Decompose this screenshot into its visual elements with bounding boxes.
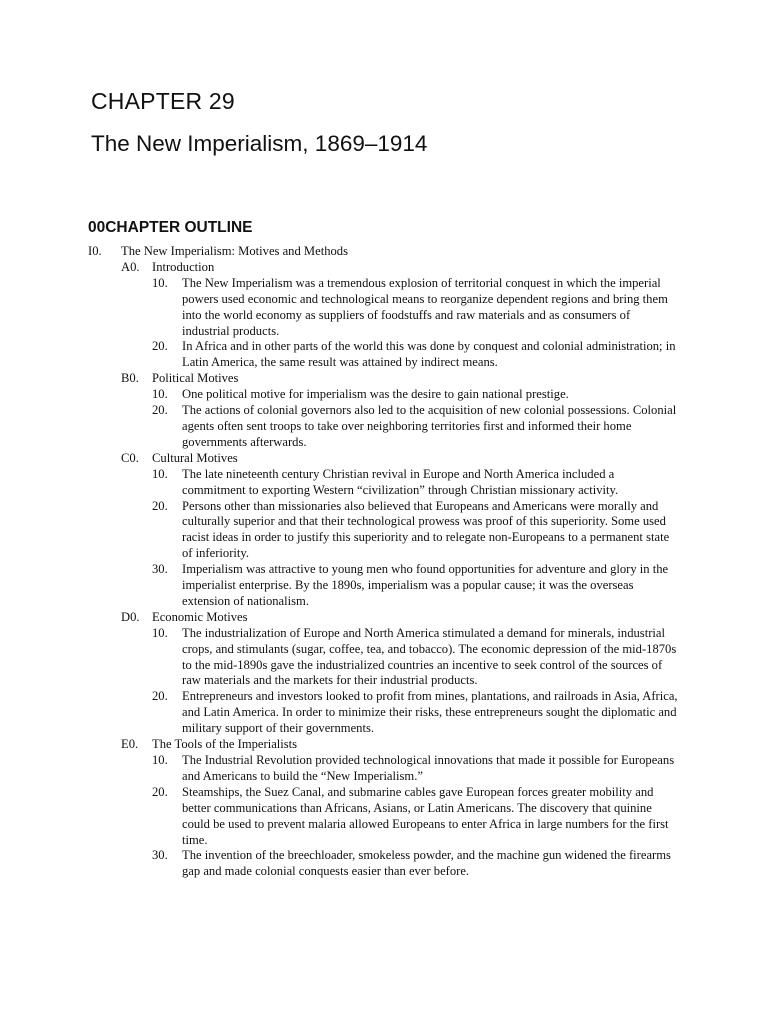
chapter-outline <box>0 244 768 880</box>
item-number: 20. <box>152 339 168 354</box>
subsection-number: A0. <box>121 259 140 274</box>
chapter-number: CHAPTER 29 <box>91 88 235 114</box>
item-number: 10. <box>152 753 168 767</box>
outline-subsection <box>0 737 768 753</box>
subsection-title: Cultural Motives <box>152 450 238 465</box>
subsection-number: B0. <box>121 371 139 386</box>
item-text: In Africa and in other parts of the world this was done by conquest and colonial administration; in Latin America, the same result was attained by indirect means. <box>182 339 676 370</box>
item-text: One political motive for imperialism was the desire to gain national prestige. <box>182 387 569 402</box>
item-text: The New Imperialism was a tremendous explosion of territorial conquest in which the imperial powers used economic and technological means to reorganize dependent regions and bring them into the world economy as suppliers of foodstuffs and raw materials and as consumers of industrial products. <box>182 275 668 338</box>
outline-section <box>0 244 768 260</box>
item-number: 10. <box>152 275 168 290</box>
item-number: 10. <box>152 466 168 481</box>
outline-item <box>0 387 768 403</box>
item-text: Entrepreneurs and investors looked to profit from mines, plantations, and railroads in Asia, Africa, and Latin America. In order to minimize their risks, these entrepreneurs sought the diplomatic and military support of their governments. <box>182 689 678 736</box>
item-text: Imperialism was attractive to young men who found opportunities for adventure and glory in the imperialist enterprise. By the 1890s, imperialism was a popular cause; it was the overseas extension of nationalism. <box>182 562 669 608</box>
outline-item <box>0 626 768 690</box>
item-text: Persons other than missionaries also believed that Europeans and Americans were morally and culturally superior and that their technological prowess was proof of this superiority. Some used racist ideas in order to justify this superiority and to relegate non-Europeans to a permanent state of inferiority. <box>182 498 670 561</box>
chapter-title: The New Imperialism, 1869–1914 <box>91 131 428 156</box>
outline-heading: 00CHAPTER OUTLINE <box>88 219 253 236</box>
outline-item <box>0 689 768 737</box>
section-title: The New Imperialism: Motives and Methods <box>121 244 348 258</box>
outline-subsection <box>0 371 768 387</box>
outline-item <box>0 562 768 610</box>
item-number: 20. <box>152 689 168 704</box>
item-number: 30. <box>152 848 168 863</box>
outline-item <box>0 848 768 880</box>
item-number: 20. <box>152 784 168 799</box>
item-text: The late nineteenth century Christian revival in Europe and North America included a commitment to exporting Western “civilization” through Christian missionary activity. <box>182 466 619 497</box>
outline-subsection <box>0 610 768 626</box>
item-number: 30. <box>152 562 168 577</box>
subsection-title: Introduction <box>152 259 215 274</box>
subsection-number: C0. <box>121 450 139 465</box>
outline-subsection <box>0 260 768 276</box>
outline-item <box>0 499 768 563</box>
outline-item <box>0 753 768 785</box>
item-text: The invention of the breechloader, smokeless powder, and the machine gun widened the firearms gap and made colonial conquests easier than ever before. <box>182 848 671 879</box>
section-number: I0. <box>88 244 102 258</box>
outline-item <box>0 276 768 340</box>
item-text: Steamships, the Suez Canal, and submarine cables gave European forces greater mobility and better communications than Africans, Asians, or Latin Americans. The discovery that quinine could be used to prevent malaria allowed Europeans to enter Africa in large numbers for the first time. <box>182 784 669 847</box>
outline-item <box>0 467 768 499</box>
outline-item <box>0 785 768 849</box>
item-text: The Industrial Revolution provided technological innovations that made it possible for Europeans and Americans to build the “New Imperialism.” <box>182 753 675 783</box>
item-text: The industrialization of Europe and North America stimulated a demand for minerals, industrial crops, and stimulants (sugar, coffee, tea, and tobacco). The economic depression of the mid-1870s to the mid-1890s gave the industrialized countries an incentive to seek control of the sources of raw materials and the markets for their industrial products. <box>182 625 677 688</box>
subsection-number: D0. <box>121 609 140 624</box>
outline-subsection <box>0 451 768 467</box>
subsection-title: Political Motives <box>152 371 239 386</box>
subsection-number: E0. <box>121 737 139 752</box>
outline-item <box>0 403 768 451</box>
item-number: 20. <box>152 498 168 513</box>
subsection-title: Economic Motives <box>152 609 248 624</box>
subsection-title: The Tools of the Imperialists <box>152 737 298 752</box>
item-number: 20. <box>152 403 168 418</box>
item-text: The actions of colonial governors also led to the acquisition of new colonial possessions. Colonial agents often sent troops to take over neighboring territories first and informed their home governments afterwards. <box>182 403 677 449</box>
item-number: 10. <box>152 625 168 640</box>
outline-item <box>0 339 768 371</box>
item-number: 10. <box>152 387 168 402</box>
